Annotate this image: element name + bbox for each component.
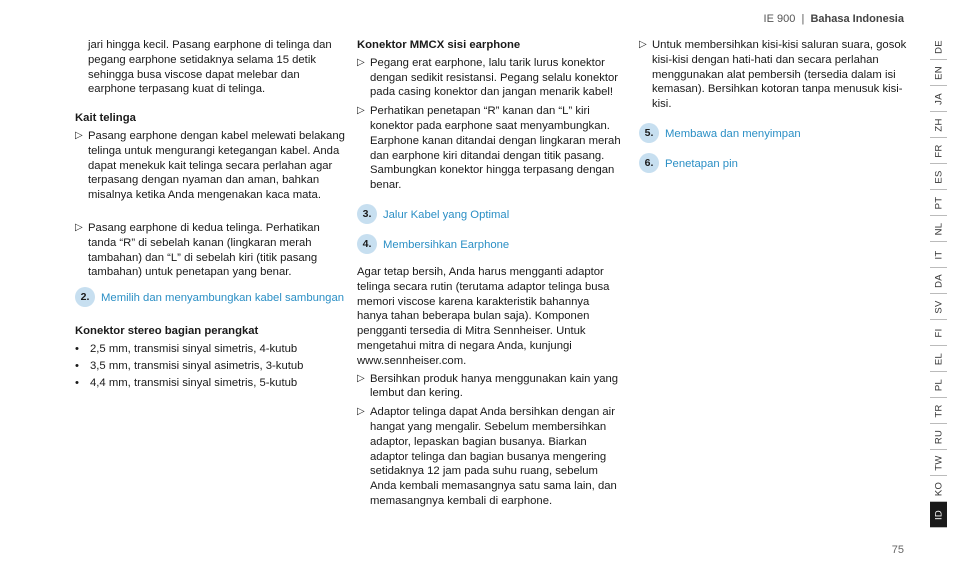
arrow-icon: ▷: [75, 129, 83, 141]
section-number-badge: 5.: [639, 123, 659, 143]
section-5-heading: [639, 126, 909, 146]
intro-text: jari hingga kecil. Pasang earphone di telinga dan pegang earphone setidaknya selama 15 detik sehingga busa viscose dapat melebar dan earphone terpasang kuat di telinga.: [88, 39, 332, 96]
column-2: [357, 38, 622, 513]
kait-item-2: [75, 221, 345, 280]
arrow-icon: ▷: [357, 406, 365, 418]
bullet-icon: •: [75, 342, 79, 355]
column-1: [75, 38, 345, 392]
kait-item-1: [75, 129, 345, 203]
section-title: Membawa dan menyimpan: [665, 127, 801, 140]
tab-ko[interactable]: KO: [930, 476, 947, 502]
arrow-icon: ▷: [75, 221, 83, 233]
tab-en[interactable]: EN: [930, 60, 947, 86]
model-name: IE 900: [763, 13, 796, 25]
section-4-heading: [357, 237, 622, 257]
clean-item-1: ▷ Bersihkan produk hanya menggunakan kain yang lembut dan kering.: [357, 372, 619, 400]
tab-da[interactable]: DA: [930, 268, 947, 294]
tab-it[interactable]: IT: [930, 242, 947, 268]
list-item: • 4,4 mm, transmisi sinyal simetris, 5-kutub: [75, 376, 298, 389]
column-3: [639, 38, 909, 184]
arrow-icon: ▷: [357, 372, 365, 384]
mmcx-heading: Konektor MMCX sisi earphone: [357, 39, 521, 51]
list-item: • 2,5 mm, transmisi sinyal simetris, 4-kutub: [75, 342, 298, 355]
section-number-badge: 2.: [75, 287, 95, 307]
section-2-heading: [75, 290, 345, 310]
tab-tw[interactable]: TW: [930, 450, 947, 476]
kait-item-2-text: Pasang earphone di kedua telinga. Perhatikan tanda “R” di sebelah kanan (lingkaran merah tambahan) dan “L” di sebelah kiri (titik pasang tambahan) untuk penetapan yang benar.: [88, 221, 320, 279]
page-number: 75: [891, 544, 904, 556]
language-label: Bahasa Indonesia: [810, 13, 904, 25]
clean-text: Agar tetap bersih, Anda harus mengganti adaptor telinga secara rutin (terutama adaptor telinga busa memori viscose karena karakteristik bahannya hanya tahan beberapa bulan saja). Komponen pengganti tersedia di Mitra Sennheiser. Untuk mengetahui mitra di negara Anda, kunjungi www.sennheiser.com.: [357, 265, 610, 367]
mmcx-item-2: ▷ Perhatikan penetapan “R” kanan dan “L” kiri konektor pada earphone saat menyambungkan. Earphone kanan ditandai dengan lingkaran merah dan earphone kiri ditandai dengan titik pasang. Sambungkan konektor hingga terpasang dengan benar.: [357, 105, 621, 192]
tab-tr[interactable]: TR: [930, 398, 947, 424]
clean-item-3: ▷ Untuk membersihkan kisi-kisi saluran suara, gosok kisi-kisi dengan hati-hati dan secara perlahan menggunakan alat pembersih (tersedia dalam isi kemasan). Bersihkan kotoran tanpa menusuk kisi-kisi.: [639, 39, 907, 111]
tab-pl[interactable]: PL: [930, 372, 947, 398]
section-title: Jalur Kabel yang Optimal: [383, 208, 510, 221]
tab-fi[interactable]: FI: [930, 320, 947, 346]
section-number-badge: 3.: [357, 204, 377, 224]
tab-de[interactable]: DE: [930, 34, 947, 60]
language-tabs: [930, 34, 947, 528]
tab-fr[interactable]: FR: [930, 138, 947, 164]
section-title: Membersihkan Earphone: [383, 238, 510, 251]
stereo-heading: Konektor stereo bagian perangkat: [75, 325, 259, 338]
header-separator: |: [801, 13, 805, 25]
kait-heading: Kait telinga: [75, 112, 136, 125]
page-header: [764, 13, 904, 25]
section-number-badge: 4.: [357, 234, 377, 254]
clean-item-2: ▷ Adaptor telinga dapat Anda bersihkan dengan air hangat yang mengalir. Sebelum membersihkan adaptor, lepaskan bagian busanya. Biarkan adaptor telinga dan bagian busanya mengering setidaknya 12 jam pada suhu ruang, sebelum Anda kembali memasangnya satu sama lain, dan memasangnya kembali di earphone.: [357, 406, 617, 507]
arrow-icon: ▷: [357, 105, 365, 117]
kait-item-1-text: Pasang earphone dengan kabel melewati belakang telinga untuk mengurangi ketegangan kabel. Anda dapat menekuk kait telinga secara perlahan agar terpasang dengan nyaman dan aman, bahkan misalnya ketika Anda mengenakan kaca mata.: [88, 129, 345, 202]
arrow-icon: ▷: [639, 39, 647, 50]
tab-sv[interactable]: SV: [930, 294, 947, 320]
tab-ru[interactable]: RU: [930, 424, 947, 450]
mmcx-item-1: ▷ Pegang erat earphone, lalu tarik lurus konektor dengan sedikit resistansi. Pegang selalu konektor pada casing konektor dan jangan menarik kabel!: [357, 56, 619, 99]
section-title: Penetapan pin: [665, 157, 738, 170]
section-6-heading: [639, 156, 909, 176]
tab-id[interactable]: ID: [930, 502, 947, 528]
bullet-icon: •: [75, 359, 79, 372]
arrow-icon: ▷: [357, 56, 365, 68]
tab-zh[interactable]: ZH: [930, 112, 947, 138]
tab-nl[interactable]: NL: [930, 216, 947, 242]
bullet-icon: •: [75, 376, 79, 389]
tab-ja[interactable]: JA: [930, 86, 947, 112]
section-3-heading: [357, 207, 622, 227]
tab-es[interactable]: ES: [930, 164, 947, 190]
stereo-list: [75, 342, 345, 390]
tab-pt[interactable]: PT: [930, 190, 947, 216]
tab-el[interactable]: EL: [930, 346, 947, 372]
section-number-badge: 6.: [639, 153, 659, 173]
list-item: • 3,5 mm, transmisi sinyal asimetris, 3-kutub: [75, 359, 304, 372]
section-title: Memilih dan menyambungkan kabel sambungan: [101, 292, 345, 305]
